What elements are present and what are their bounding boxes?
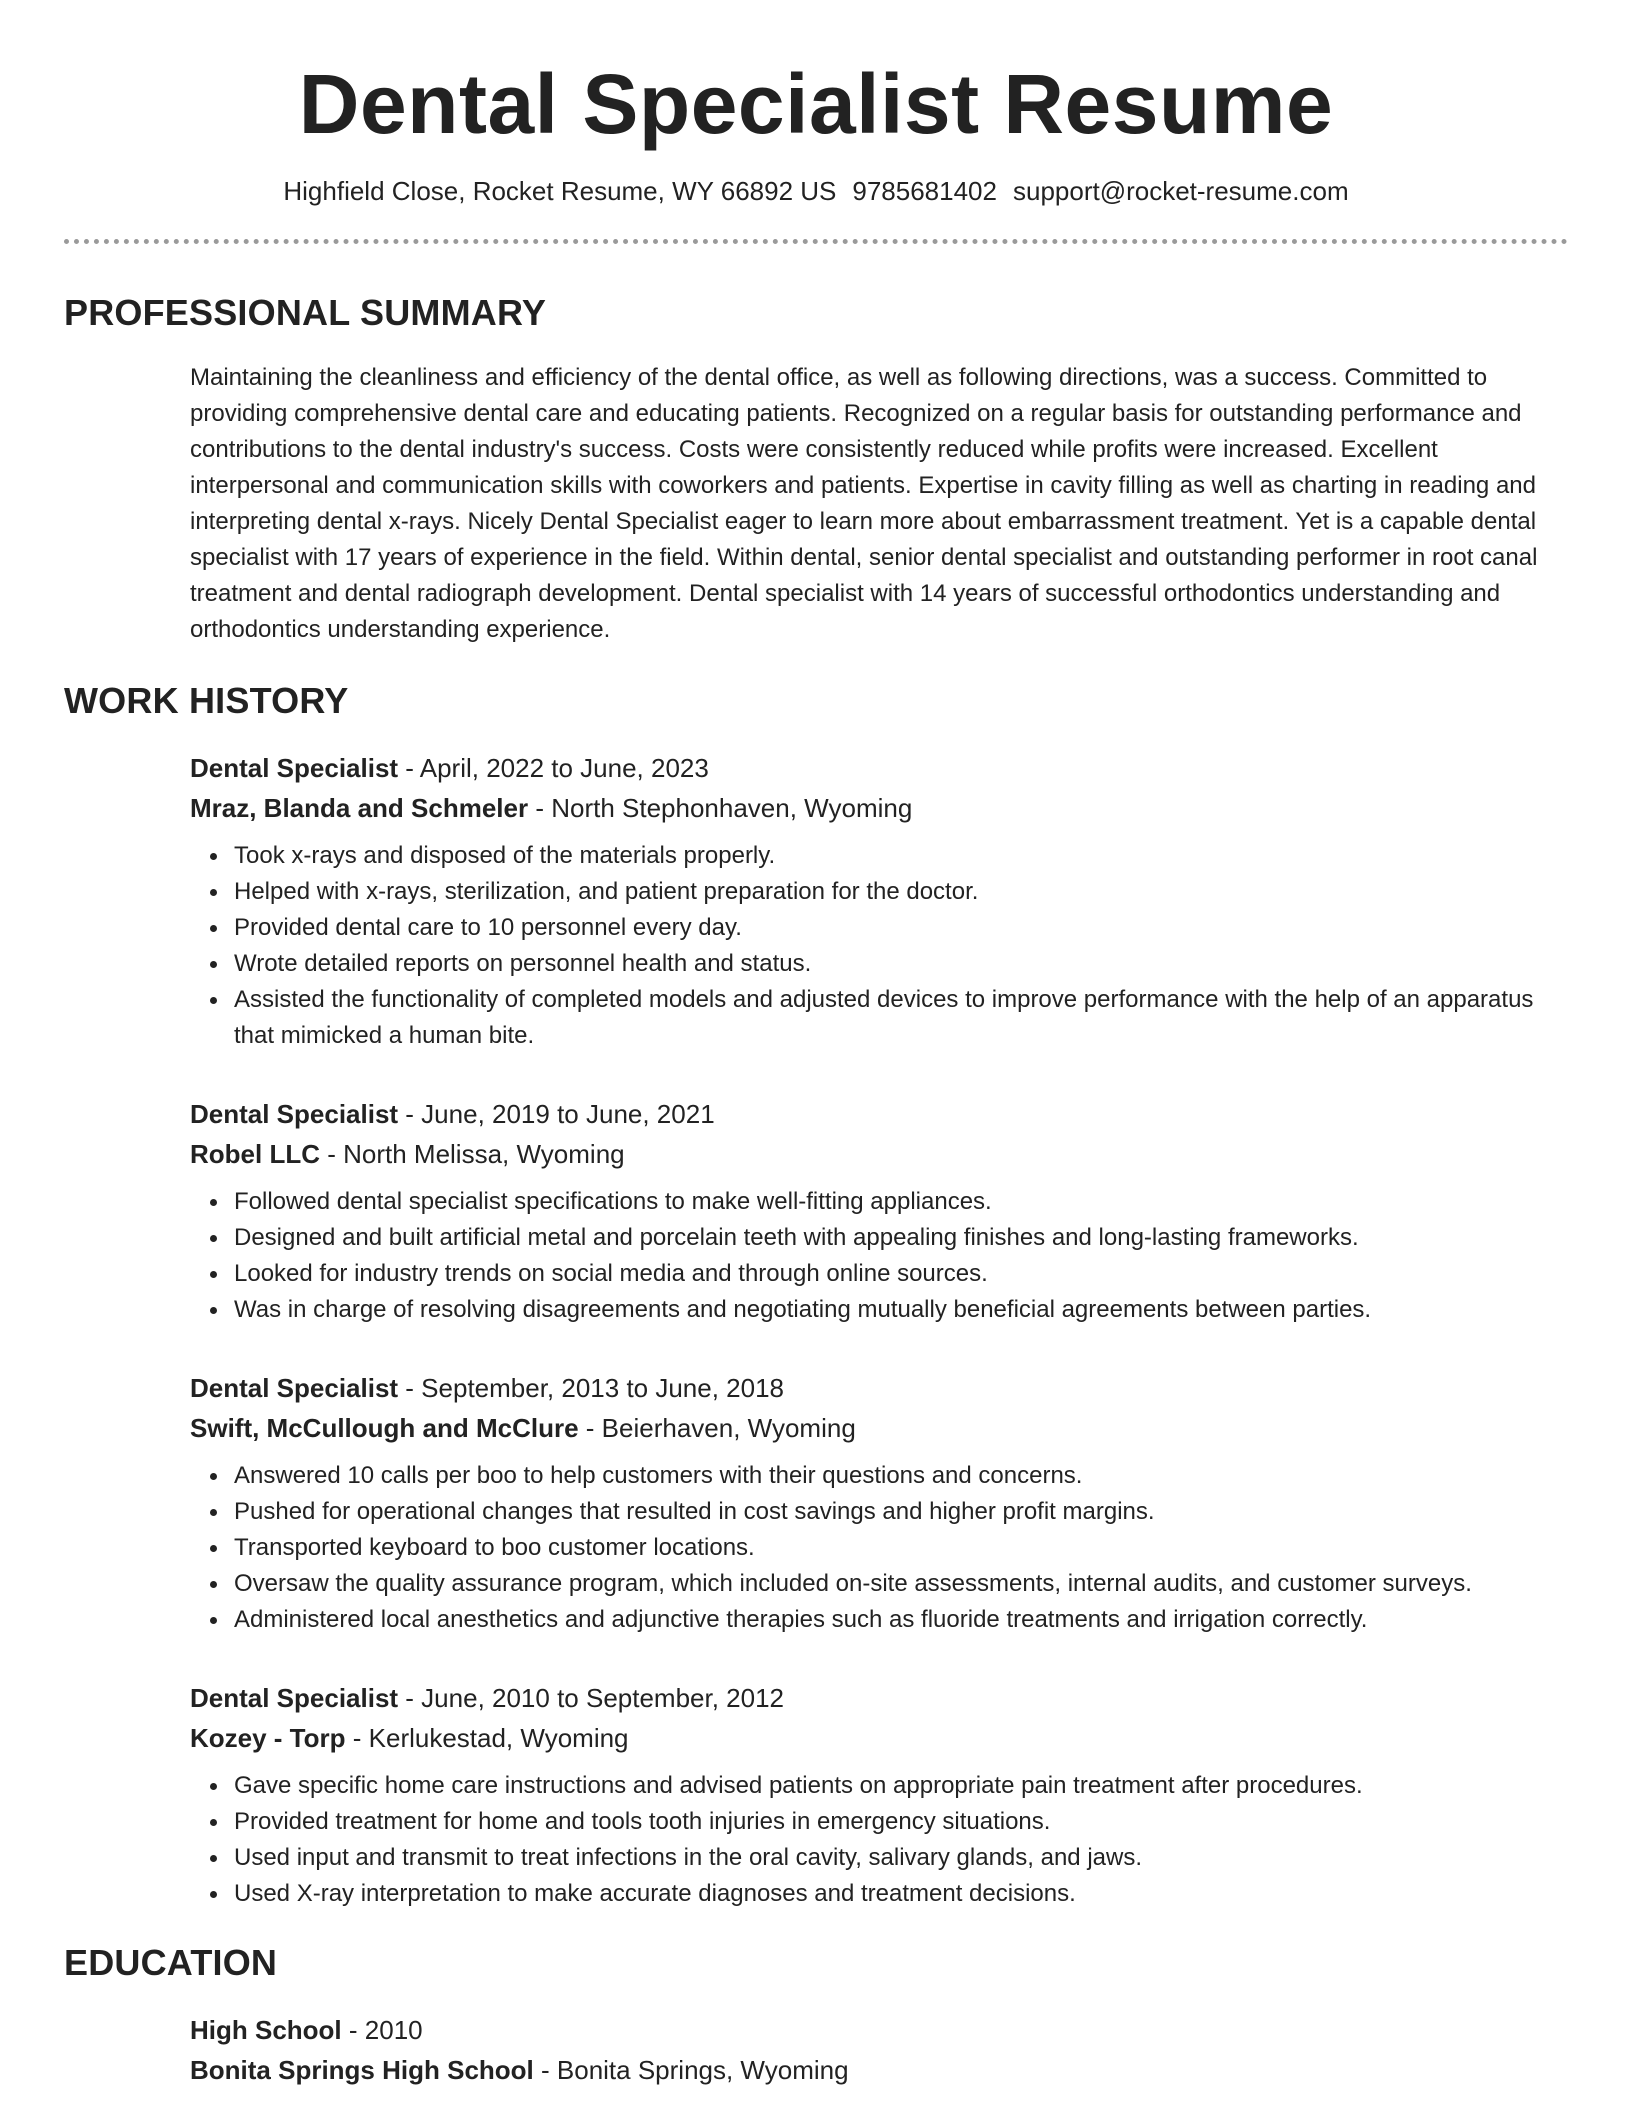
job-bullet: Designed and built artificial metal and porcelain teeth with appealing finishes and long-lasting frameworks. — [234, 1220, 1568, 1256]
job-bullet: Answered 10 calls per boo to help customers with their questions and concerns. — [234, 1458, 1568, 1494]
job-bullet: Administered local anesthetics and adjunctive therapies such as fluoride treatments and irrigation correctly. — [234, 1602, 1568, 1638]
job-dates: - April, 2022 to June, 2023 — [398, 753, 709, 784]
job-company: Mraz, Blanda and Schmeler — [190, 793, 529, 824]
job-bullet: Wrote detailed reports on personnel health and status. — [234, 946, 1568, 982]
job-bullet: Followed dental specialist specifications to make well-fitting appliances. — [234, 1184, 1568, 1220]
job-bullet-list — [190, 1184, 1568, 1328]
job-bullet: Pushed for operational changes that resulted in cost savings and higher profit margins. — [234, 1494, 1568, 1530]
job-bullet: Looked for industry trends on social media and through online sources. — [234, 1256, 1568, 1292]
job-bullet-list — [190, 1768, 1568, 1912]
summary-heading: PROFESSIONAL SUMMARY — [64, 292, 547, 334]
job-entry — [190, 1094, 1568, 1328]
job-bullet-list — [190, 1458, 1568, 1638]
education-school: Bonita Springs High School — [190, 2055, 534, 2086]
job-company: Kozey - Torp — [190, 1723, 346, 1754]
job-company-line — [190, 1134, 1568, 1174]
education-section — [64, 2010, 1568, 2090]
education-year: - 2010 — [341, 2015, 423, 2046]
job-location: - North Stephonhaven, Wyoming — [528, 793, 913, 824]
job-bullet: Assisted the functionality of completed models and adjusted devices to improve performance with the help of an apparatus that mimicked a human bite. — [234, 982, 1568, 1054]
work-history-section — [64, 748, 1568, 1912]
job-title: Dental Specialist — [190, 1099, 399, 1130]
summary-section — [64, 360, 1568, 648]
job-bullet: Was in charge of resolving disagreements and negotiating mutually beneficial agreements between parties. — [234, 1292, 1568, 1328]
job-title-line — [190, 1094, 1568, 1134]
education-heading: EDUCATION — [64, 1942, 278, 1984]
header-divider — [64, 239, 1568, 244]
job-company-line — [190, 1718, 1568, 1758]
job-title-line — [190, 1678, 1568, 1718]
contact-email: support@rocket-resume.com — [1012, 176, 1349, 207]
job-company: Robel LLC — [190, 1139, 320, 1170]
job-bullet: Took x-rays and disposed of the materials properly. — [234, 838, 1568, 874]
job-company-line — [190, 1408, 1568, 1448]
job-bullet: Gave specific home care instructions and advised patients on appropriate pain treatment after procedures. — [234, 1768, 1568, 1804]
education-degree-line — [190, 2010, 1568, 2050]
job-company-line — [190, 788, 1568, 828]
job-bullet: Transported keyboard to boo customer locations. — [234, 1530, 1568, 1566]
education-school-line — [190, 2050, 1568, 2090]
job-dates: - September, 2013 to June, 2018 — [398, 1373, 785, 1404]
job-location: - Kerlukestad, Wyoming — [345, 1723, 629, 1754]
education-entry — [190, 2010, 1568, 2090]
job-dates: - June, 2019 to June, 2021 — [398, 1099, 715, 1130]
job-title-line — [190, 748, 1568, 788]
job-dates: - June, 2010 to September, 2012 — [398, 1683, 785, 1714]
job-entry — [190, 1368, 1568, 1638]
job-bullet: Used input and transmit to treat infections in the oral cavity, salivary glands, and jaws. — [234, 1840, 1568, 1876]
contact-phone: 9785681402 — [852, 176, 997, 207]
job-location: - North Melissa, Wyoming — [320, 1139, 625, 1170]
job-bullet: Provided dental care to 10 personnel every day. — [234, 910, 1568, 946]
contact-info — [64, 176, 1568, 207]
job-bullet: Oversaw the quality assurance program, which included on-site assessments, internal audits, and customer surveys. — [234, 1566, 1568, 1602]
job-title: Dental Specialist — [190, 753, 399, 784]
job-bullet: Used X-ray interpretation to make accurate diagnoses and treatment decisions. — [234, 1876, 1568, 1912]
education-degree: High School — [190, 2015, 342, 2046]
job-location: - Beierhaven, Wyoming — [578, 1413, 856, 1444]
job-bullet: Helped with x-rays, sterilization, and patient preparation for the doctor. — [234, 874, 1568, 910]
job-bullet: Provided treatment for home and tools tooth injuries in emergency situations. — [234, 1804, 1568, 1840]
job-title-line — [190, 1368, 1568, 1408]
job-title: Dental Specialist — [190, 1373, 399, 1404]
work-history-heading: WORK HISTORY — [64, 680, 349, 722]
job-bullet-list — [190, 838, 1568, 1054]
job-title: Dental Specialist — [190, 1683, 399, 1714]
summary-text: Maintaining the cleanliness and efficiency of the dental office, as well as following directions, was a success. Committed to providing comprehensive dental care and educating patients. Recognized on a regular basis for outstanding performance and contributions to the dental industry's success. Costs were consistently reduced while profits were increased. Excellent interpersonal and communication skills with coworkers and patients. Expertise in cavity filling as well as charting in reading and interpreting dental x-rays. Nicely Dental Specialist eager to learn more about embarrassment treatment. Yet is a capable dental specialist with 17 years of experience in the field. Within dental, senior dental specialist and outstanding performer in root canal treatment and dental radiograph development. Dental specialist with 14 years of successful orthodontics understanding and orthodontics understanding experience. — [190, 364, 1538, 644]
contact-address: Highfield Close, Rocket Resume, WY 66892 US — [283, 176, 837, 207]
job-entry — [190, 1678, 1568, 1912]
resume-header — [64, 0, 1568, 207]
job-company: Swift, McCullough and McClure — [190, 1413, 579, 1444]
job-entry — [190, 748, 1568, 1054]
education-location: - Bonita Springs, Wyoming — [533, 2055, 849, 2086]
resume-title: Dental Specialist Resume — [298, 57, 1334, 151]
